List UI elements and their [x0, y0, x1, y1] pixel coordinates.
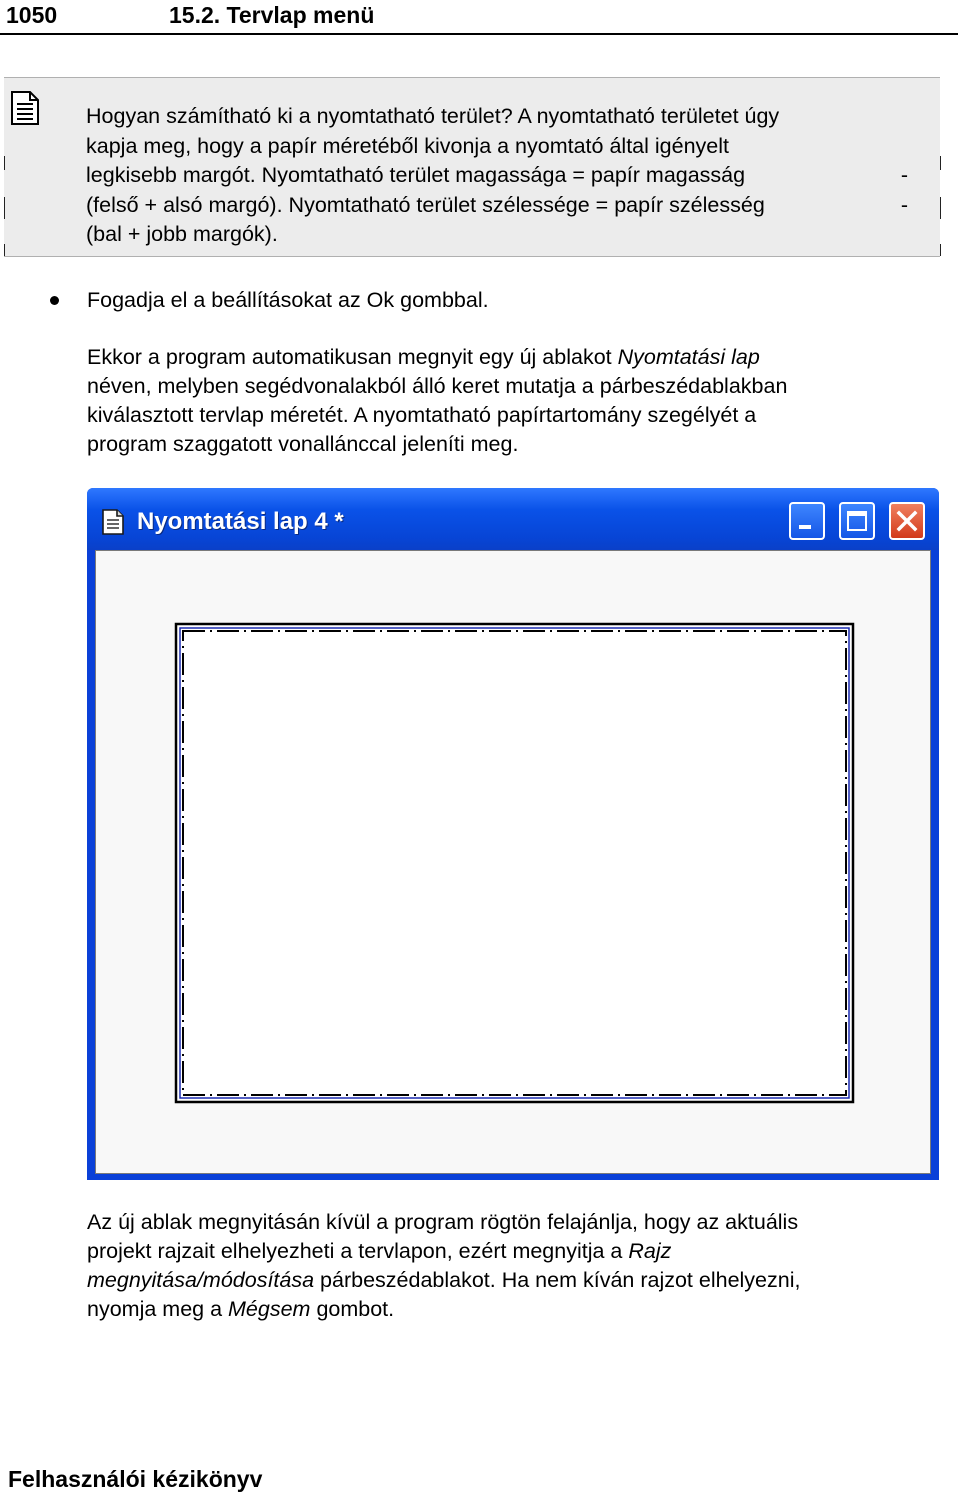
note-margin-mark: [4, 244, 5, 256]
sheet-outline: [176, 624, 853, 1102]
paragraph-line: [87, 1266, 800, 1295]
note-margin-mark: [4, 156, 5, 170]
minimize-icon: [791, 504, 823, 538]
note-line: Hogyan számítható ki a nyomtatható terület? A nyomtatható területet úgy: [86, 104, 780, 128]
note-line-dash: -: [900, 192, 908, 217]
maximize-button[interactable]: [839, 502, 875, 540]
bullet-text: Fogadja el a beállításokat az Ok gombbal.: [87, 288, 489, 312]
text: párbeszédablakot. Ha nem kíván rajzot elhelyezni,: [314, 1268, 801, 1292]
paragraph-line: program szaggatott vonallánccal jeleníti meg.: [87, 432, 519, 456]
paragraph: [87, 343, 787, 459]
note-icon: [10, 90, 40, 126]
note-line-text: legkisebb margót. Nyomtatható terület magassága = papír magasság: [86, 163, 746, 187]
bullet-icon: [50, 296, 59, 305]
emphasis: Nyomtatási lap: [617, 345, 760, 369]
paragraph-line: Az új ablak megnyitásán kívül a program rögtön felajánlja, hogy az aktuális: [87, 1210, 799, 1234]
maximize-icon: [841, 504, 873, 538]
note-line: kapja meg, hogy a papír méretéből kivonja a nyomtató által igényelt: [86, 133, 729, 158]
document-icon: [101, 508, 125, 536]
note-text: [86, 102, 926, 250]
emphasis: Rajz: [628, 1239, 672, 1263]
section-title: 15.2. Tervlap menü: [169, 2, 375, 28]
note-margin-mark: [940, 197, 941, 219]
note-line: [86, 191, 908, 221]
footer-text: Felhasználói kézikönyv: [8, 1466, 263, 1492]
text: Ekkor a program automatikusan megnyit egy új ablakot: [87, 345, 618, 369]
paragraph-line: kiválasztott tervlap méretét. A nyomtatható papírtartomány szegélyét a: [87, 403, 757, 427]
paragraph-line: [87, 1237, 800, 1266]
paragraph-line: néven, melyben segédvonalakból álló keret mutatja a párbeszédablakban: [87, 374, 788, 398]
window-titlebar[interactable]: [87, 488, 939, 550]
paragraph: [87, 1208, 800, 1324]
emphasis: megnyitása/módosítása: [87, 1268, 315, 1292]
text: gombot.: [310, 1297, 395, 1321]
paragraph-line: [87, 1295, 800, 1324]
print-sheet-window: [87, 488, 939, 1180]
note-line: (bal + jobb margók).: [86, 222, 278, 246]
print-sheet-canvas: [96, 551, 930, 1173]
paragraph-line: [87, 343, 787, 372]
note-margin-mark: [4, 197, 5, 219]
minimize-button[interactable]: [789, 502, 825, 540]
header-rule: [0, 33, 958, 35]
emphasis: Mégsem: [228, 1297, 311, 1321]
window-title: Nyomtatási lap 4 *: [137, 508, 344, 535]
note-line: [86, 161, 908, 191]
close-icon: [891, 504, 923, 538]
note-margin-mark: [940, 156, 941, 170]
close-button[interactable]: [889, 502, 925, 540]
text: nyomja meg a: [87, 1297, 229, 1321]
window-client-area[interactable]: [95, 550, 931, 1174]
text: projekt rajzait elhelyezheti a tervlapon, ezért megnyitja a: [87, 1239, 629, 1263]
note-line-dash: -: [900, 163, 908, 187]
note-margin-mark: [940, 244, 941, 256]
note-line-text: (felső + alsó margó). Nyomtatható terület szélessége = papír szélesség: [86, 192, 765, 217]
page-number: 1050: [6, 2, 58, 28]
